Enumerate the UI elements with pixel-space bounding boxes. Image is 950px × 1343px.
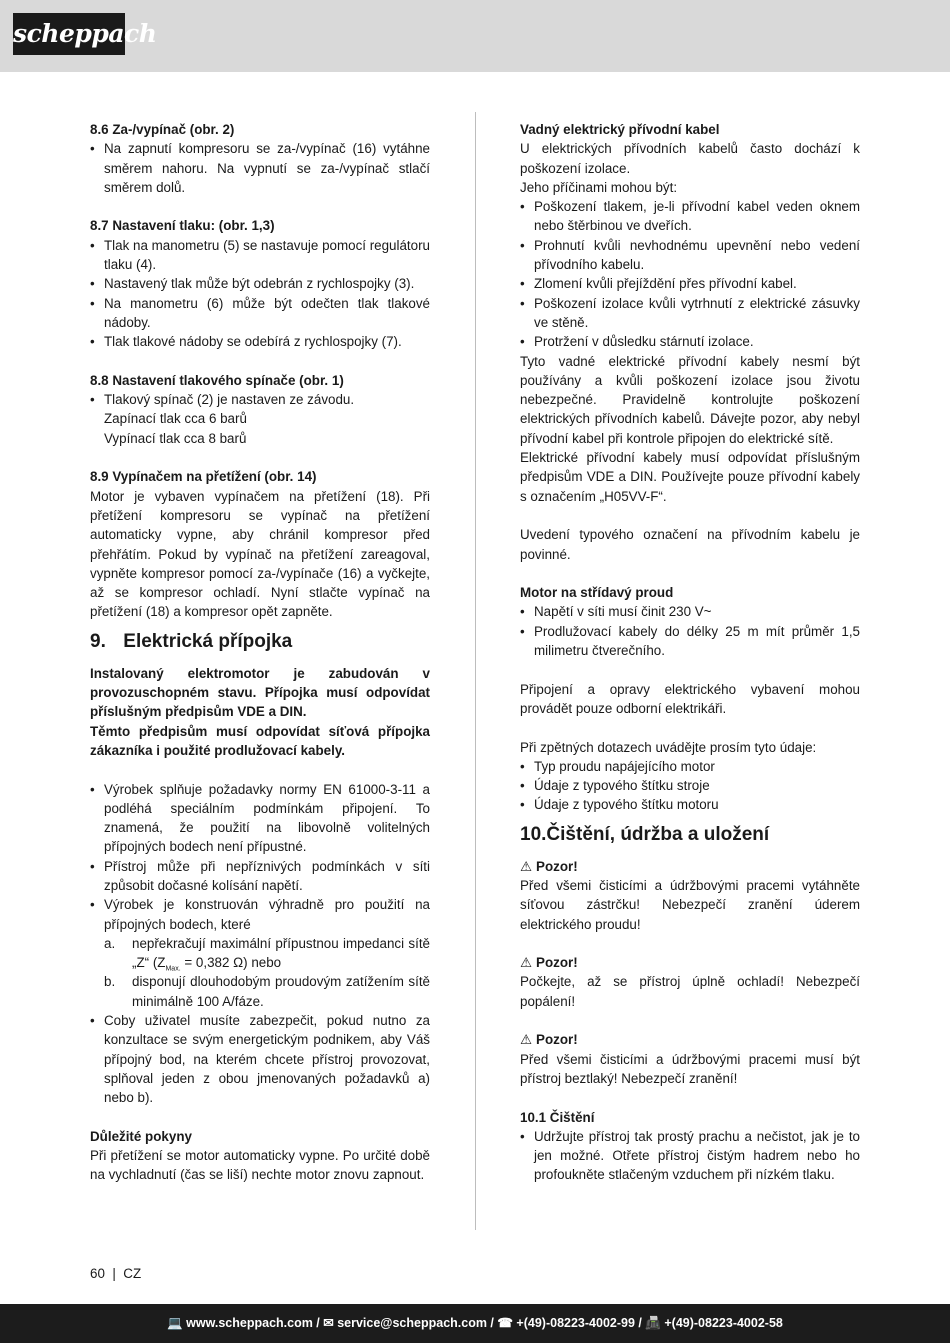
warning-label: Pozor! [536, 1032, 578, 1048]
sub-list-item-b [104, 972, 430, 1011]
cable-marking-text: Uvedení typového označení na přívodním kabelu je povinné. [520, 527, 860, 562]
defective-cable-text: U elektrických přívodních kabelů často dochází k poškození izolace. [520, 141, 860, 176]
list-item: • Údaje z typového štítku stroje [520, 776, 860, 795]
section-10-1-list [520, 1127, 860, 1185]
list-item: • Na manometru (6) může být odečten tlak tlakové nádoby. [90, 294, 430, 333]
switch-on-pressure: Zapínací tlak cca 6 barů [104, 411, 247, 427]
list-item: • Nastavený tlak může být odebrán z rychlospojky (3). [90, 274, 430, 293]
important-notes-title: Důležité pokyny [90, 1128, 192, 1144]
page-header [0, 0, 950, 72]
electrician-text: Připojení a opravy elektrického vybavení mohou provádět pouze odborní elektrikáři. [520, 681, 860, 716]
warning-1-heading [520, 857, 860, 876]
list-item: • Tlakový spínač (2) je nastaven ze závodu. [90, 390, 430, 409]
section-9-title: Elektrická přípojka [123, 630, 293, 652]
queries-list [520, 757, 860, 815]
section-10-heading [520, 823, 860, 847]
list-item: • Údaje z typového štítku motoru [520, 795, 860, 814]
warning-triangle-icon: ⚠ [520, 1032, 533, 1048]
section-10-number: 10. [520, 823, 547, 845]
list-item: • Napětí v síti musí činit 230 V~ [520, 602, 860, 621]
section-8-6-title: 8.6 Za-/vypínač (obr. 2) [90, 122, 235, 137]
section-9-list [90, 780, 430, 1108]
list-item: • Na zapnutí kompresoru se za-/vypínač (16) vytáhne směrem nahoru. Na vypnutí se za-/vypínač stlačí směrem dolů. [90, 139, 430, 197]
page-number [90, 1266, 141, 1281]
sub-list-item-text-end: = 0,382 Ω) nebo [180, 955, 282, 971]
sub-list [104, 934, 430, 1011]
section-8-6-list [90, 139, 430, 197]
warning-triangle-icon: ⚠ [520, 858, 533, 874]
section-8-8-list [90, 390, 430, 409]
warning-2-text: Počkejte, až se přístroj úplně ochladí! Nebezpečí popálení! [520, 974, 860, 1009]
section-8-9-text: Motor je vybaven vypínačem na přetížení (18). Při přetížení kompresoru se vypínač na přetížení automaticky vypne, aby chránil kompresor před přehřátím. Pokud by vypínač na přetížení zareagoval, vypněte kompresor pomocí za-/vypínače (16) a vyčkejte, až se kompresor ochladí. Nyní stlačte vypínač na přetížení (18) a kompresor opět zapněte. [90, 488, 430, 620]
warning-1-text: Před všemi čisticími a údržbovými pracemi vytáhněte síťovou zástrčku! Nebezpečí zranění úderem elektrického proudu! [520, 877, 860, 932]
section-8-8-title: 8.8 Nastavení tlakového spínače (obr. 1) [90, 372, 344, 388]
section-9-intro: Instalovaný elektromotor je zabudován v provozuschopném stavu. Přípojka musí odpovídat příslušným předpisům VDE a DIN. [90, 665, 430, 720]
list-item: • Protržení v důsledku stárnutí izolace. [520, 332, 860, 351]
column-divider [475, 112, 476, 1230]
list-item: • Typ proudu napájejícího motor [520, 757, 860, 776]
sub-list-item-text: disponují dlouhodobým proudovým zatížením sítě minimálně 100 A/fáze. [132, 974, 430, 1009]
cable-standards-text: Elektrické přívodní kabely musí odpovídat příslušným předpisům VDE a DIN. Používejte pouze přívodní kabely s označením „H05VV-F“. [520, 450, 860, 504]
warning-3-text: Před všemi čisticími a údržbovými pracemi musí být přístroj beztlaký! Nebezpečí zranění! [520, 1051, 860, 1086]
section-9-heading [90, 630, 430, 654]
section-8-9-title: 8.9 Vypínačem na přetížení (obr. 14) [90, 469, 317, 485]
footer-contact-bar [0, 1304, 950, 1343]
sub-list-marker: a. [104, 935, 116, 951]
list-item: • Prodlužovací kabely do délky 25 m mít průměr 1,5 milimetru čtverečního. [520, 622, 860, 661]
left-column [90, 120, 430, 1185]
list-item: • Tlak tlakové nádoby se odebírá z rychlospojky (7). [90, 332, 430, 351]
list-item: • Udržujte přístroj tak prostý prachu a nečistot, jak je to jen možné. Otřete přístroj čistým hadrem nebo ho profoukněte stlačeným vzduchem při nízkém tlaku. [520, 1127, 860, 1185]
page-number-value: 60 [90, 1266, 105, 1281]
sub-list-marker: b. [104, 974, 116, 990]
ac-motor-list [520, 602, 860, 660]
defective-cable-causes-intro: Jeho příčinami mohou být: [520, 179, 678, 195]
warning-label: Pozor! [536, 955, 578, 971]
page-number-separator: | [108, 1266, 120, 1281]
section-8-7-list [90, 236, 430, 352]
subscript-max: Max. [165, 965, 181, 973]
list-item: • Poškození tlakem, je-li přívodní kabel veden oknem nebo štěrbinou ve dveřích. [520, 197, 860, 236]
list-item: • Poškození izolace kvůli vytrhnutí z elektrické zásuvky ve stěně. [520, 294, 860, 333]
warning-2-heading [520, 953, 860, 972]
list-item: • Zlomení kvůli přejíždění přes přívodní kabel. [520, 274, 860, 293]
page-language: CZ [123, 1266, 142, 1281]
list-item: • Coby uživatel musíte zabezpečit, pokud nutno za konzultace se svým energetickým podnikem, aby Váš přípojný bod, na kterém chcete přístroj provozovat, splňoval jeden z obou jmenovaných požadavků a) nebo b). [90, 1011, 430, 1107]
section-9-number: 9. [90, 630, 106, 652]
list-item: • Prohnutí kvůli nevhodnému upevnění nebo vedení přívodního kabelu. [520, 236, 860, 275]
sub-list-item-a [104, 934, 430, 973]
footer-contact-text: 💻 www.scheppach.com / ✉ service@scheppach.com / ☎ +(49)-08223-4002-99 / 📠 +(49)-08223-4002-58 [167, 1316, 783, 1330]
list-item-text: Výrobek je konstruován výhradně pro použití na přípojných bodech, které [104, 897, 430, 932]
queries-intro: Při zpětných dotazech uvádějte prosím tyto údaje: [520, 739, 817, 755]
section-10-1-title: 10.1 Čištění [520, 1109, 595, 1125]
list-item: • Přístroj může při nepříznivých podmínkách v síti způsobit dočasné kolísání napětí. [90, 857, 430, 896]
sub-list-item-text: nepřekračují maximální přípustnou impedanci sítě „Z“ (Z [132, 935, 430, 971]
list-item: • Výrobek splňuje požadavky normy EN 61000-3-11 a podléhá speciálním podmínkám připojení. To znamená, že použití na libovolně volitelných přípojných bodech není přípustné. [90, 780, 430, 857]
list-item [90, 895, 430, 1011]
right-column [520, 120, 860, 1185]
section-8-7-title: 8.7 Nastavení tlaku: (obr. 1,3) [90, 218, 275, 234]
defective-cable-causes-list [520, 197, 860, 351]
defective-cable-warning: Tyto vadné elektrické přívodní kabely nesmí být používány a kvůli poškození izolace jsou životu nebezpečné. Pravidelně kontrolujte poškození elektrických přívodních kabelů. Dávejte pozor, aby nebyl přívodní kabel při kontrole připojen do elektrické sítě. [520, 353, 860, 446]
section-10-title: Čištění, údržba a uložení [546, 823, 770, 845]
section-9-intro-2: Těmto předpisům musí odpovídat síťová přípojka zákazníka i použité prodlužovací kabely. [90, 723, 430, 758]
list-item: • Tlak na manometru (5) se nastavuje pomocí regulátoru tlaku (4). [90, 236, 430, 275]
important-notes-text: Při přetížení se motor automaticky vypne. Po určité době na vychladnutí (čas se liší) nechte motor znovu zapnout. [90, 1148, 430, 1183]
defective-cable-title: Vadný elektrický přívodní kabel [520, 122, 720, 137]
warning-label: Pozor! [536, 858, 578, 874]
switch-off-pressure: Vypínací tlak cca 8 barů [104, 430, 247, 446]
warning-3-heading [520, 1030, 860, 1049]
ac-motor-title: Motor na střídavý proud [520, 585, 674, 601]
warning-triangle-icon: ⚠ [520, 955, 533, 971]
scheppach-logo: scheppach [13, 13, 125, 55]
